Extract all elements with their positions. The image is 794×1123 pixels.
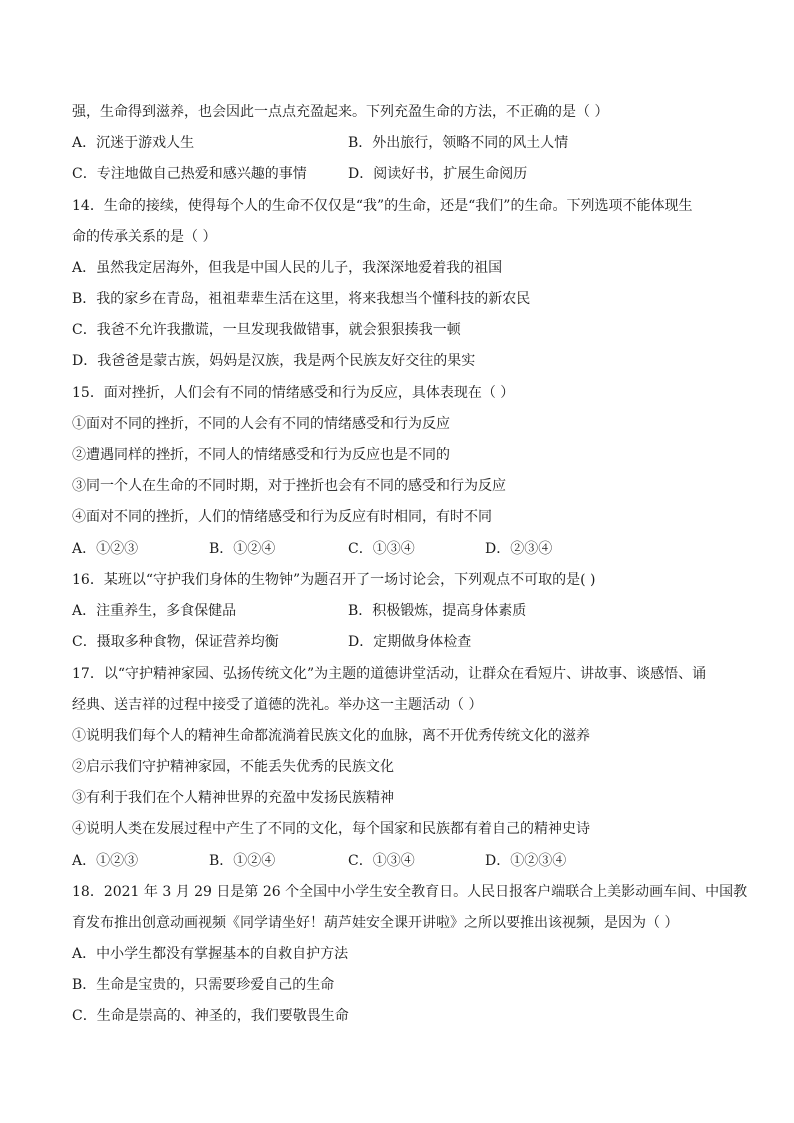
q13-stem-tail: 强，生命得到滋养，也会因此一点点充盈起来。下列充盈生命的方法，不正确的是（ ）	[72, 104, 609, 120]
q16-option-a: A．注重养生，多食保健品	[72, 603, 237, 619]
q17-item-3: ③有利于我们在个人精神世界的充盈中发扬民族精神	[72, 790, 394, 806]
q15-stem: 15．面对挫折，人们会有不同的情绪感受和行为反应，具体表现在（ ）	[72, 385, 515, 401]
q14-option-d: D．我爸爸是蒙古族，妈妈是汉族，我是两个民族友好交往的果实	[72, 353, 476, 369]
q17-item-1: ①说明我们每个人的精神生命都流淌着民族文化的血脉，离不开优秀传统文化的滋养	[72, 728, 590, 744]
q15-item-3: ③同一个人在生命的不同时期，对于挫折也会有不同的感受和行为反应	[72, 478, 506, 494]
q17-stem-line-1: 17．以“守护精神家园、弘扬传统文化”为主题的道德讲堂活动，让群众在看短片、讲故事、谈感悟、诵	[72, 666, 707, 682]
q17-options-row	[72, 851, 732, 871]
q14-stem-line-1: 14．生命的接续，使得每个人的生命不仅仅是“我”的生命，还是“我们”的生命。下列选项不能体现生	[72, 198, 693, 214]
q17-option-a: A．①②③	[72, 853, 139, 869]
q13-options-row-1	[72, 133, 732, 153]
q14-option-a: A．虽然我定居海外，但我是中国人民的儿子，我深深地爱着我的祖国	[72, 260, 503, 276]
q18-option-a: A．中小学生都没有掌握基本的自救自护方法	[72, 946, 349, 962]
q17-option-b: B．①②④	[209, 853, 276, 869]
q16-stem: 16．某班以“守护我们身体的生物钟”为题召开了一场讨论会，下列观点不可取的是( )	[72, 572, 596, 588]
q18-option-c: C．生命是崇高的、神圣的，我们要敬畏生命	[72, 1008, 349, 1024]
q15-item-4: ④面对不同的挫折，人们的情绪感受和行为反应有时相同，有时不同	[72, 509, 492, 525]
q15-options-row	[72, 539, 732, 559]
q17-option-d: D．①②③④	[485, 853, 567, 869]
q17-item-4: ④说明人类在发展过程中产生了不同的文化，每个国家和民族都有着自己的精神史诗	[72, 821, 590, 837]
q13-option-c: C．专注地做自己热爱和感兴趣的事情	[72, 166, 307, 182]
q16-option-b: B．积极锻炼，提高身体素质	[348, 603, 527, 619]
q18-stem-line-2: 育发布推出创意动画视频《同学请坐好！葫芦娃安全课开讲啦》之所以要推出该视频，是因为（ ）	[72, 915, 679, 931]
q16-option-d: D．定期做身体检查	[348, 634, 472, 650]
q14-stem-line-2: 命的传承关系的是（ ）	[72, 229, 217, 245]
q15-option-c: C．①③④	[348, 541, 415, 557]
q15-item-1: ①面对不同的挫折，不同的人会有不同的情绪感受和行为反应	[72, 416, 450, 432]
q15-item-2: ②遭遇同样的挫折，不同人的情绪感受和行为反应也是不同的	[72, 447, 450, 463]
q16-options-row-2	[72, 632, 732, 652]
q17-option-c: C．①③④	[348, 853, 415, 869]
q13-options-row-2	[72, 164, 732, 184]
q14-option-c: C．我爸不允许我撒谎，一旦发现我做错事，就会狠狠揍我一顿	[72, 322, 461, 338]
q17-stem-line-2: 经典、送吉祥的过程中接受了道德的洗礼。举办这一主题活动（ ）	[72, 697, 483, 713]
q16-options-row-1	[72, 601, 732, 621]
q15-option-d: D．②③④	[485, 541, 553, 557]
q18-option-b: B．生命是宝贵的，只需要珍爱自己的生命	[72, 977, 335, 993]
q15-option-b: B．①②④	[209, 541, 276, 557]
q13-option-d: D．阅读好书，扩展生命阅历	[348, 166, 528, 182]
q17-item-2: ②启示我们守护精神家园，不能丢失优秀的民族文化	[72, 759, 394, 775]
q14-option-b: B．我的家乡在青岛，祖祖辈辈生活在这里，将来我想当个懂科技的新农民	[72, 291, 531, 307]
q16-option-c: C．摄取多种食物，保证营养均衡	[72, 634, 279, 650]
q15-option-a: A．①②③	[72, 541, 139, 557]
q13-option-a: A．沉迷于游戏人生	[72, 135, 195, 151]
q18-stem-line-1: 18．2021 年 3 月 29 日是第 26 个全国中小学生安全教育日。人民日报客户端联合上美影动画车间、中国教	[72, 884, 748, 900]
q13-option-b: B．外出旅行，领略不同的风土人情	[348, 135, 569, 151]
